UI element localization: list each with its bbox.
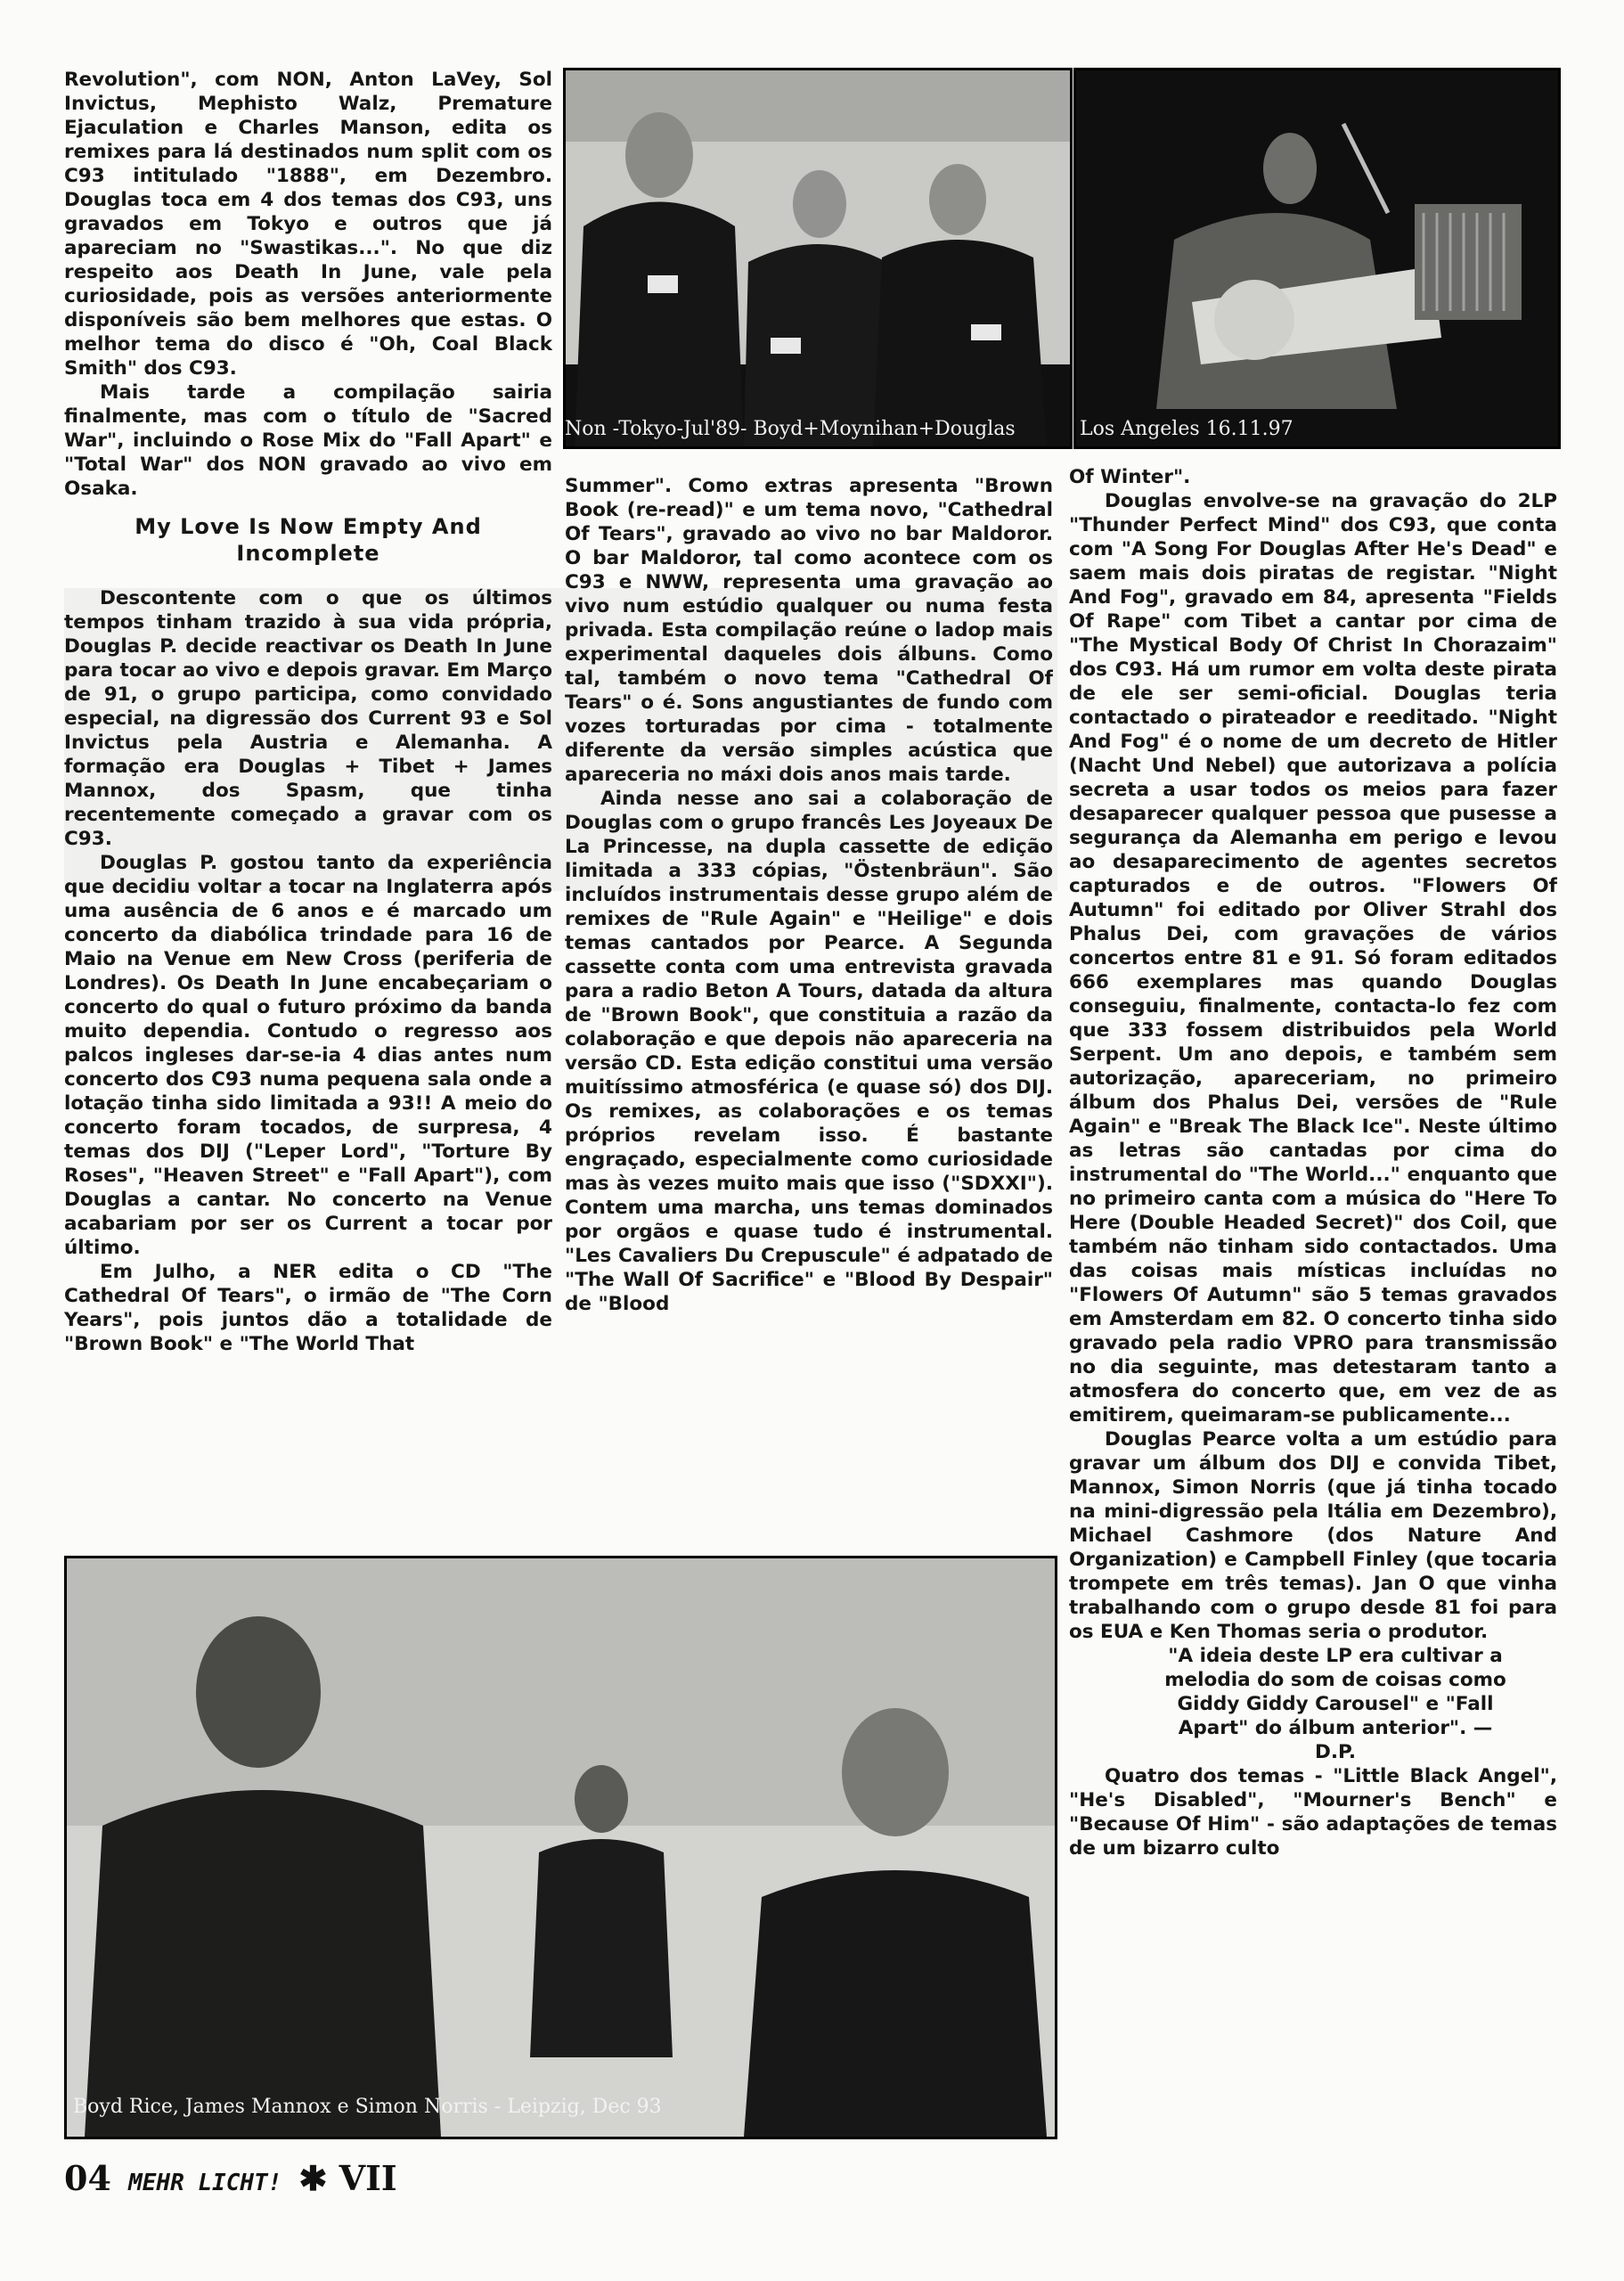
page-footer [64, 2158, 397, 2198]
article-column-3 [1069, 465, 1557, 2138]
pull-quote: "A ideia deste LP era cultivar a melodia do som de coisas como Giddy Giddy Carousel" e "Fall Apart" do álbum anterior". — D.P. [1164, 1645, 1506, 1763]
photo-leipzig-band [64, 1556, 1057, 2139]
photo-leipzig-image [67, 1558, 1055, 2137]
paragraph: Douglas P. gostou tanto da experiência que decidiu voltar a tocar na Inglaterra após uma ausência de 6 anos e é marcado um concerto da diabólica trindade para 16 de Maio na Venue em New Cross (periferia de Londres). Os Death In June encabeçariam o concerto do qual o futuro próximo da banda muito dependia. Contudo o regresso aos palcos ingleses dar-se-ia 4 dias antes num concerto dos C93 numa pequena sala onde a lotação tinha sido limitada a 93!! A meio do concerto foram tocados, de surpresa, 4 temas dos DIJ ("Leper Lord", "Torture By Roses", "Heaven Street" e "Fall Apart"), com Douglas a cantar. No concerto na Venue acabariam por ser os Current a tocar por último. [64, 852, 552, 1259]
photo-la-image [1076, 70, 1558, 446]
paragraph: Douglas envolve-se na gravação do 2LP "Thunder Perfect Mind" dos C93, que conta com "A Song For Douglas After He's Dead" e saem mais dois piratas de registar. "Night And Fog", gravado em 84, apresenta "Fields Of Rape" com Tibet a cantar por cima de "The Mystical Body Of Christ In Chorazaim" dos C93. Há um rumor em volta deste pirata de ele ser semi-oficial. Douglas teria contactado o pirateador e reeditado. "Night And Fog" é o nome de um decreto de Hitler (Nacht Und Nebel) que autorizava a polícia secreta a usar todos os meios para fazer desaparecer qualquer pessoa que pusesse a segurança da Alemanha em perigo e levou ao desaparecimento de agentes secretos capturados e de outros. "Flowers Of Autumn" foi editado por Oliver Strahl dos Phalus Dei, com gravações de vários concertos entre 81 e 91. Só foram editados 666 exemplares mas quando Douglas conseguiu, finalmente, contacta-lo fez com que 333 fossem distribuidos pela World Serpent. Um ano depois, e também sem autorização, apareceriam, no primeiro álbum dos Phalus Dei, versões de "Rule Again" e "Break The Black Ice". Neste último as letras são cantadas por cima do instrumental do "The World..." enquanto que no primeiro canta com a música do "Here To Here (Double Headed Secret)" dos Coil, que também não tinham sido contactados. Uma das coisas mais místicas incluídas no "Flowers Of Autumn" são 5 temas gravados em Amsterdam em 82. O concerto tinha sido gravado pela radio VPRO para transmissão no dia seguinte, mas detestaram tanto a atmosfera do concerto que, em vez de as emitirem, queimaram-se publicamente... [1069, 490, 1557, 1427]
paragraph: Revolution", com NON, Anton LaVey, Sol Invictus, Mephisto Walz, Premature Ejaculation e Charles Manson, edita os remixes para lá destinados num split com os C93 intitulado "1888", em Dezembro. Douglas toca em 4 dos temas dos C93, uns gravados em Tokyo e outros que já apareciam no "Swastikas...". No que diz respeito aos Death In June, vale pela curiosidade, pois as versões anteriormente disponíveis são bem melhores que estas. O melhor tema do disco é "Oh, Coal Black Smith" dos C93. [64, 69, 552, 380]
photo-la-caption: Los Angeles 16.11.97 [1080, 418, 1293, 440]
paragraph: Quatro dos temas - "Little Black Angel", "He's Disabled", "Mourner's Bench" e "Because Of Him" - são adaptações de temas de um bizarro culto [1069, 1765, 1557, 1860]
photo-tokyo-band [563, 68, 1073, 449]
issue-number: VII [339, 2158, 397, 2198]
article-column-2 [565, 474, 1053, 1554]
paragraph: Descontente com o que os últimos tempos tinham trazido à sua vida própria, Douglas P. decide reactivar os Death In June para tocar ao vivo e depois gravar. Em Março de 91, o grupo participa, como convidado especial, na digressão dos Current 93 e Sol Invictus pela Austria e Alemanha. A formação era Douglas + Tibet + James Mannox, dos Spasm, que tinha recentemente começado a gravar com os C93. [64, 587, 552, 850]
paragraph: Douglas Pearce volta a um estúdio para gravar um álbum dos DIJ e convida Tibet, Mannox, Simon Norris (que já tinha tocado na mini-digressão pela Itália em Dezembro), Michael Cashmore (dos Nature And Organization) e Campbell Finley (que tocaria trompete em três temas). Jan O que vinha trabalhando com o grupo desde 81 foi para os EUA e Ken Thomas seria o produtor. [1069, 1428, 1557, 1643]
photo-tokyo-caption: Non -Tokyo-Jul'89- Boyd+Moynihan+Douglas [565, 418, 1016, 440]
section-heading: My Love Is Now Empty And Incomplete [135, 514, 482, 566]
paragraph: Summer". Como extras apresenta "Brown Book (re-read)" e um tema novo, "Cathedral Of Tears", gravado ao vivo no bar Maldoror. O bar Maldoror, tal como acontece com os C93 e NWW, representa uma gravação ao vivo num estúdio qualquer ou numa festa privada. Esta compilação reúne o ladop mais experimental daqueles dois álbuns. Como tal, também o novo tema "Cathedral Of Tears" o é. Sons angustiantes de fundo com vozes torturadas por cima - totalmente diferente da versão simples acústica que apareceria no máxi dois anos mais tarde. [565, 475, 1053, 786]
photo-leipzig-caption: Boyd Rice, James Mannox e Simon Norris - Leipzig, Dec 93 [73, 2096, 662, 2118]
photo-tokyo-image [566, 70, 1070, 446]
paragraph: Ainda nesse ano sai a colaboração de Douglas com o grupo francês Les Joyeaux De La Princesse, na dupla cassette de edição limitada a 333 cópias, "Östenbräun". São incluídos instrumentais desse grupo além de remixes de "Rule Again" e "Heilige" e dois temas cantados por Pearce. A Segunda cassette conta com uma entrevista gravada para a radio Beton A Tours, datada da altura de "Brown Book", que constituia a razão da colaboração e que depois não apareceria na versão CD. Esta edição constitui uma versão muitíssimo atmosférica (e quase só) dos DIJ. Os remixes, as colaborações e os temas próprios revelam isso. É bastante engraçado, especialmente como curiosidade mas às vezes muito mais que isso ("SDXXI"). Contem uma marcha, uns temas dominados por orgãos e quase tudo é instrumental. "Les Cavaliers Du Crepuscule" é adpatado de "The Wall Of Sacrifice" e "Blood By Despair" de "Blood [565, 788, 1053, 1315]
paragraph: Of Winter". [1069, 466, 1191, 488]
paragraph: Em Julho, a NER edita o CD "The Cathedral Of Tears", o irmão de "The Corn Years", pois juntos dão a totalidade de "Brown Book" e "The World That [64, 1261, 552, 1355]
paragraph: Mais tarde a compilação sairia finalmente, mas com o título de "Sacred War", incluindo o Rose Mix do "Fall Apart" e "Total War" dos NON gravado ao vivo em Osaka. [64, 381, 552, 500]
star-icon: ✱ [298, 2158, 328, 2198]
page-number: 04 [64, 2158, 111, 2198]
photo-la-concert [1073, 68, 1561, 449]
masthead-logo: MEHR LICHT! [128, 2170, 282, 2196]
article-column-1 [64, 68, 552, 1554]
